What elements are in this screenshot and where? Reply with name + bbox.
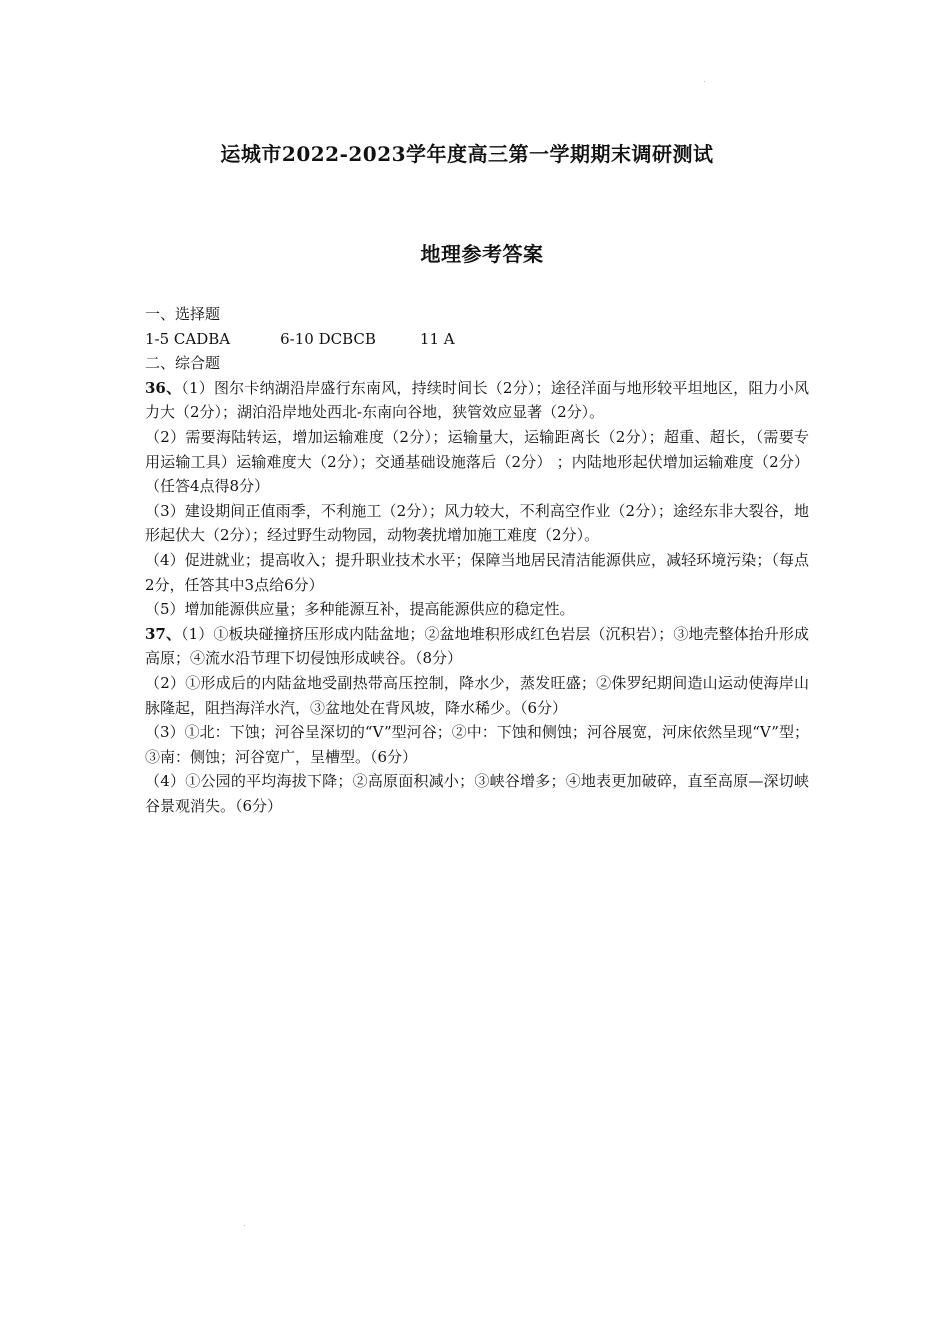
- document-title: 运城市2022-2023学年度高三第一学期期末调研测试: [220, 142, 714, 166]
- q36-part-1: [145, 376, 809, 425]
- section-heading-comprehensive: 二、综合题: [145, 354, 221, 373]
- question-number: 37、: [145, 624, 182, 643]
- answer-text: （1）图尔卡纳湖沿岸盛行东南风，持续时间长（2分）；途径洋面与地形较平坦地区，阻力小风力大（2分）；湖泊沿岸地处西北-东南向谷地，狭管效应显著（2分）。: [145, 378, 810, 422]
- q36-part-4: （4）促进就业；提高收入；提升职业技术水平；保障当地居民清洁能源供应，减轻环境污染；（每点2分，任答其中3点给6分）: [145, 550, 809, 594]
- scan-speck: [244, 1225, 245, 1226]
- section-heading-choice: 一、选择题: [145, 305, 221, 323]
- q37-part-3: （3）①北：下蚀；河谷呈深切的“V”型河谷；②中：下蚀和侧蚀；河谷展宽，河床依然呈现“V”型；③南：侧蚀；河谷宽广，呈槽型。（6分）: [145, 723, 809, 766]
- q36-part-5: （5）增加能源供应量；多种能源互补，提高能源供应的稳定性。: [145, 600, 575, 619]
- q37-part-4: （4）①公园的平均海拔下降；②高原面积减小；③峡谷增多；④地表更加破碎，直至高原—深切峡谷景观消失。（6分）: [145, 772, 809, 815]
- q36-part-2: （2）需要海陆转运，增加运输难度（2分）；运输量大，运输距离长（2分）；超重、超长，（需要专用运输工具）运输难度大（2分）；交通基础设施落后（2分） ；内陆地形起伏增加运输难度（2分）（任答4点得8分）: [145, 427, 809, 496]
- q36-part-3: （3）建设期间正值雨季，不利施工（2分）；风力较大，不利高空作业（2分）；途经东非大裂谷，地形起伏大（2分）；经过野生动物园，动物袭扰增加施工难度（2分）。: [145, 501, 809, 545]
- question-number: 36、: [145, 378, 182, 397]
- q37-part-2: （2）①形成后的内陆盆地受副热带高压控制，降水少，蒸发旺盛；②侏罗纪期间造山运动使海岸山脉隆起，阻挡海洋水汽，③盆地处在背风坡，降水稀少。（6分）: [145, 673, 809, 717]
- choice-answer-group: 11 A: [419, 329, 455, 348]
- answer-body: [145, 302, 809, 818]
- choice-answer-group: 1-5 CADBA: [145, 329, 231, 348]
- scan-speck: [704, 81, 705, 82]
- answer-text: （1）①板块碰撞挤压形成内陆盆地；②盆地堆积形成红色岩层（沉积岩）；③地壳整体抬升形成高原；④流水沿节理下切侵蚀形成峡谷。（8分）: [145, 624, 809, 668]
- document-subtitle: 地理参考答案: [420, 242, 544, 266]
- q37-part-1: [145, 622, 809, 671]
- choice-answer-group: 6-10 DCBCB: [280, 329, 376, 348]
- choice-answers: [145, 327, 809, 352]
